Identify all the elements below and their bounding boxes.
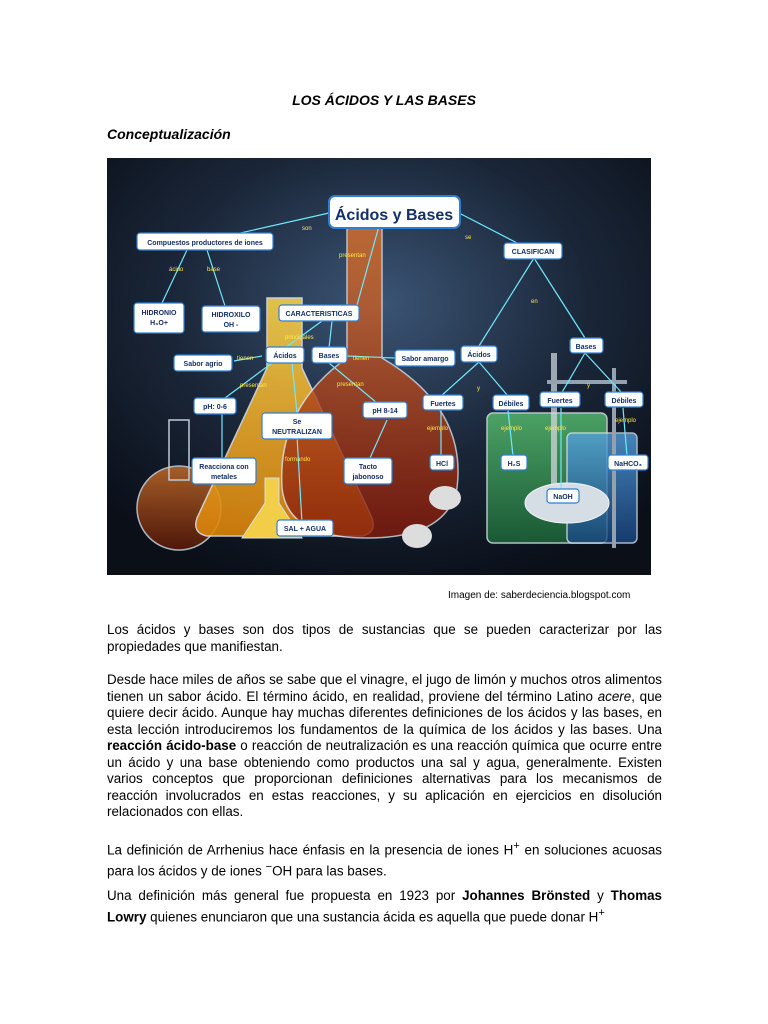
node-debiles-b: Débiles [611,398,637,405]
node-sabor-agrio: Sabor agrio [183,361,223,368]
node-naoh: NaOH [553,494,573,501]
node-bases-left: Bases [318,353,340,360]
link-presentan-right: presentan [337,382,364,388]
node-reacciona-2: metales [210,474,238,481]
term-acere: acere [597,688,632,704]
link-ejemplo-3: ejemplo [545,426,567,432]
term-reaccion-acido-base: reacción ácido-base [107,738,237,753]
link-tienen-left: tienen [237,356,254,362]
root-node: Ácidos y Bases [334,207,454,224]
link-ejemplo-1: ejemplo [427,426,449,432]
concept-map-svg [107,158,651,575]
node-h2s: H₂S [507,461,521,468]
link-y-right: y [587,383,590,389]
link-son: son [302,226,312,232]
node-hcl: HCl [435,461,449,468]
node-sal-agua: SAL + AGUA [283,526,327,533]
node-neutralizan-2: NEUTRALIZAN [272,429,322,436]
node-fuertes-a: Fuertes [430,401,456,408]
link-se: se [465,235,472,241]
node-hidroxilo: HIDROXILO [211,312,251,319]
name-lowry: Thomas Lowry [107,888,662,924]
node-hidroxilo-formula: OH - [223,322,239,329]
link-y-left: y [477,386,480,392]
node-clasifican: CLASIFICAN [511,249,555,256]
link-formando: formando [285,457,311,463]
node-ph-acid: pH: 0-6 [203,404,227,411]
node-nahco3: NaHCO₃ [614,461,642,468]
link-presentan-top: presentan [339,253,366,259]
node-acidos-right: Ácidos [467,352,491,359]
link-presentan-left: presentan [240,383,267,389]
link-acido: ácido [169,267,184,273]
link-ejemplo-2: ejemplo [501,426,523,432]
node-fuertes-b: Fuertes [547,398,573,405]
image-caption: Imagen de: saberdeciencia.blogspot.com [448,590,631,601]
node-reacciona-1: Reacciona con [199,464,249,471]
link-base: base [207,267,221,273]
node-tacto-2: jabonoso [352,474,384,481]
paragraph-2: Desde hace miles de años se sabe que el vinagre, el jugo de limón y muchos otros alimentos tienen un sabor ácido. El término ácido, en realidad, proviene del término Latino acere, que quiere decir ácido. Aunque hay muchas diferentes definiciones de los ácidos y las bases, en esta lección introduciremos los fundamentos de la química de los ácidos y las bases. Una reacción ácido-base o reacción de neutralización es una reacción química que ocurre entre un ácido y una base obteniendo como productos una sal y agua, generalmente. Existen varios conceptos que proporcionan definiciones alternativas para los mecanismos de reacción involucrados en estas reacciones, y su aplicación en ejercicios en disolución relacionados con ellas. [107,672,662,819]
paragraph-1: Los ácidos y bases son dos tipos de sustancias que se pueden caracterizar por las propiedades que manifiestan. [107,622,662,654]
node-sabor-amargo: Sabor amargo [401,356,449,363]
node-tacto-1: Tacto [358,464,378,471]
name-bronsted: Johannes Brönsted [462,888,591,903]
link-tienen-right: tienen [353,356,370,362]
paragraph-4: Una definición más general fue propuesta en 1923 por Johannes Brönsted y Thomas Lowry quienes enunciaron que una sustancia ácida es aquella que puede donar H+ [107,888,662,924]
node-compuestos: Compuestos productores de iones [147,240,263,247]
node-debiles-a: Débiles [498,401,524,408]
concept-map-figure [107,158,651,575]
link-en: en [531,299,538,305]
node-bases-right: Bases [575,344,597,351]
node-neutralizan-1: Se [292,419,302,426]
node-hidronio-formula: H₃O+ [150,320,168,327]
link-ejemplo-4: ejemplo [615,418,637,424]
node-acidos-left: Ácidos [273,353,297,360]
node-ph-base: pH 8-14 [372,408,398,415]
paragraph-3: La definición de Arrhenius hace énfasis en la presencia de iones H+ en soluciones acuosas para los ácidos y de iones −OH para las bases. [107,840,662,879]
link-principales: principales [285,335,314,341]
section-subtitle: Conceptualización [107,126,231,142]
node-caracteristicas: CARACTERISTICAS [285,311,353,318]
document-title: LOS ÁCIDOS Y LAS BASES [292,92,476,108]
node-hidronio: HIDRONIO [141,310,177,317]
